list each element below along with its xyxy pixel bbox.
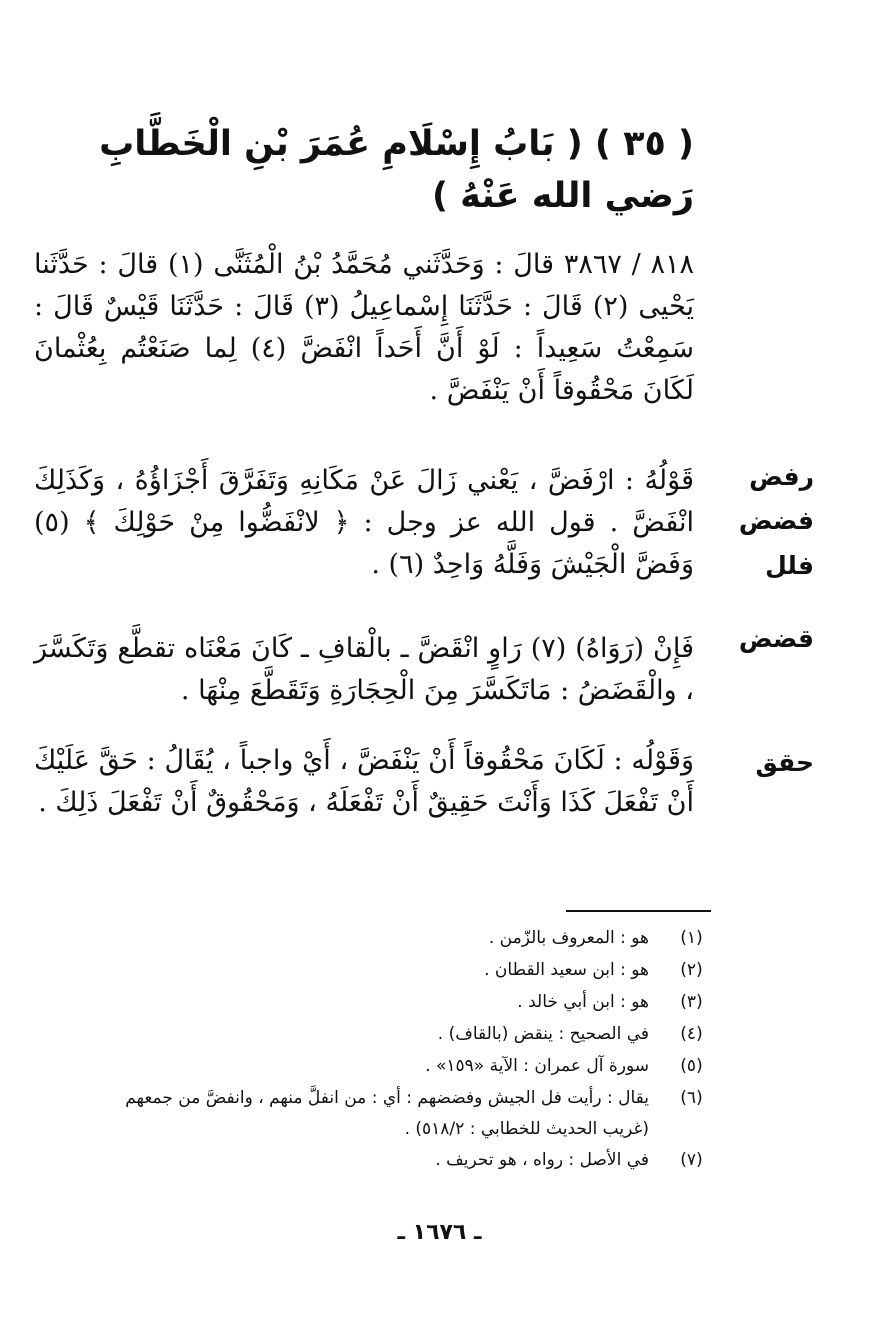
- footnote: [54, 986, 714, 1018]
- footnote-continuation: (غريب الحديث للخطابي : ٥١٨/٢) .: [404, 1119, 649, 1139]
- footnote: [54, 1018, 714, 1050]
- footnote-text: هو : المعروف بالزّمن .: [488, 928, 649, 948]
- footnote-text: في الصحيح : ينقض (بالقاف) .: [437, 1024, 649, 1044]
- footnotes: [54, 922, 714, 1176]
- footnote: [54, 922, 714, 954]
- commentary-paragraph: فَإِنْ (رَوَاهُ) (٧) رَاوٍ انْقَضَّ ـ بالْقافِ ـ كَانَ مَعْنَاه تقطَّع وَتَكَسَّرَ ، والْقَضَضُ : مَاتَكَسَّرَ مِنَ الْحِجَارَةِ وَتَقَطَّعَ مِنْهَا .: [34, 633, 694, 706]
- footnote-number: (٣): [680, 992, 703, 1012]
- footnote-text: يقال : رأيت فل الجيش وفضضهم : أي : من انفلَّ منهم ، وانفضَّ من جمعهم: [125, 1088, 649, 1108]
- footnote-text: هو : ابن سعيد القطان .: [484, 960, 649, 980]
- footnote-number: (٤): [680, 1024, 703, 1044]
- footnote: [54, 1050, 714, 1082]
- commentary-paragraph: قَوْلُهُ : ارْفَضَّ ، يَعْني زَالَ عَنْ مَكَانِهِ وَتَفَرَّقَ أَجْزَاؤُهُ ، وَكَذَلِكَ انْفَضَّ . قول الله عز وجل : ﴿ لانْفَضُّوا مِنْ حَوْلِكَ ﴾ (٥) وَفَضَّ الْجَيْشَ وَفَلَّهُ وَاحِدٌ (٦) .: [34, 465, 694, 580]
- footnote-number: (٥): [680, 1056, 703, 1076]
- footnote-text: في الأصل : رواه ، هو تحريف .: [435, 1150, 649, 1170]
- margin-keyword: رفض: [749, 462, 814, 491]
- margin-keyword: حقق: [755, 748, 814, 777]
- margin-keyword: فلل: [765, 551, 814, 580]
- footnote: [54, 1082, 714, 1144]
- commentary-paragraph: وَقَوْلُه : لَكَانَ مَحْقُوقاً أَنْ يَنْفَضَّ ، أَيْ واجباً ، يُقَالُ : حَقَّ عَلَيْكَ أَنْ تَفْعَلَ كَذَا وَأَنْتَ حَقِيقٌ أَنْ تَفْعَلَهُ ، وَمَحْقُوقٌ أَنْ تَفْعَلَ ذَلِكَ .: [34, 745, 694, 818]
- footnote-number: (٧): [680, 1150, 703, 1170]
- footnote-number: (٢): [680, 960, 703, 980]
- footnote: [54, 1144, 714, 1176]
- footnote-number: (١): [680, 928, 703, 948]
- margin-keyword: قضض: [738, 624, 814, 653]
- hadith-text: ٨١٨ / ٣٨٦٧ قالَ : وَحَدَّثَني مُحَمَّدُ بْنُ الْمُثَنَّى (١) قالَ : حَدَّثَنا يَحْيى (٢) قَالَ : حَدَّثَنَا إِسْماعِيلُ (٣) قَالَ : حَدَّثَنَا قَيْسٌ قَالَ : سَمِعْتُ سَعِيداً : لَوْ أَنَّ أَحَداً انْفَضَّ (٤) لِما صَنَعْتُم بِعُثْمانَ لَكَانَ مَحْقُوقاً أَنْ يَنْفَضَّ .: [34, 249, 695, 406]
- footnote-text: هو : ابن أبي خالد .: [517, 992, 649, 1012]
- footnote: [54, 954, 714, 986]
- footnote-separator: [566, 910, 711, 912]
- margin-keyword: فضض: [738, 506, 814, 535]
- footnote-text: سورة آل عمران : الآية «١٥٩» .: [425, 1056, 649, 1076]
- chapter-title: ( ٣٥ ) ( بَابُ إِسْلَامِ عُمَرَ بْنِ الْخَطَّابِ رَضي الله عَنْهُ ): [99, 124, 694, 216]
- page-number: ـ ١٦٧٦ ـ: [397, 1220, 482, 1245]
- footnote-number: (٦): [680, 1088, 703, 1108]
